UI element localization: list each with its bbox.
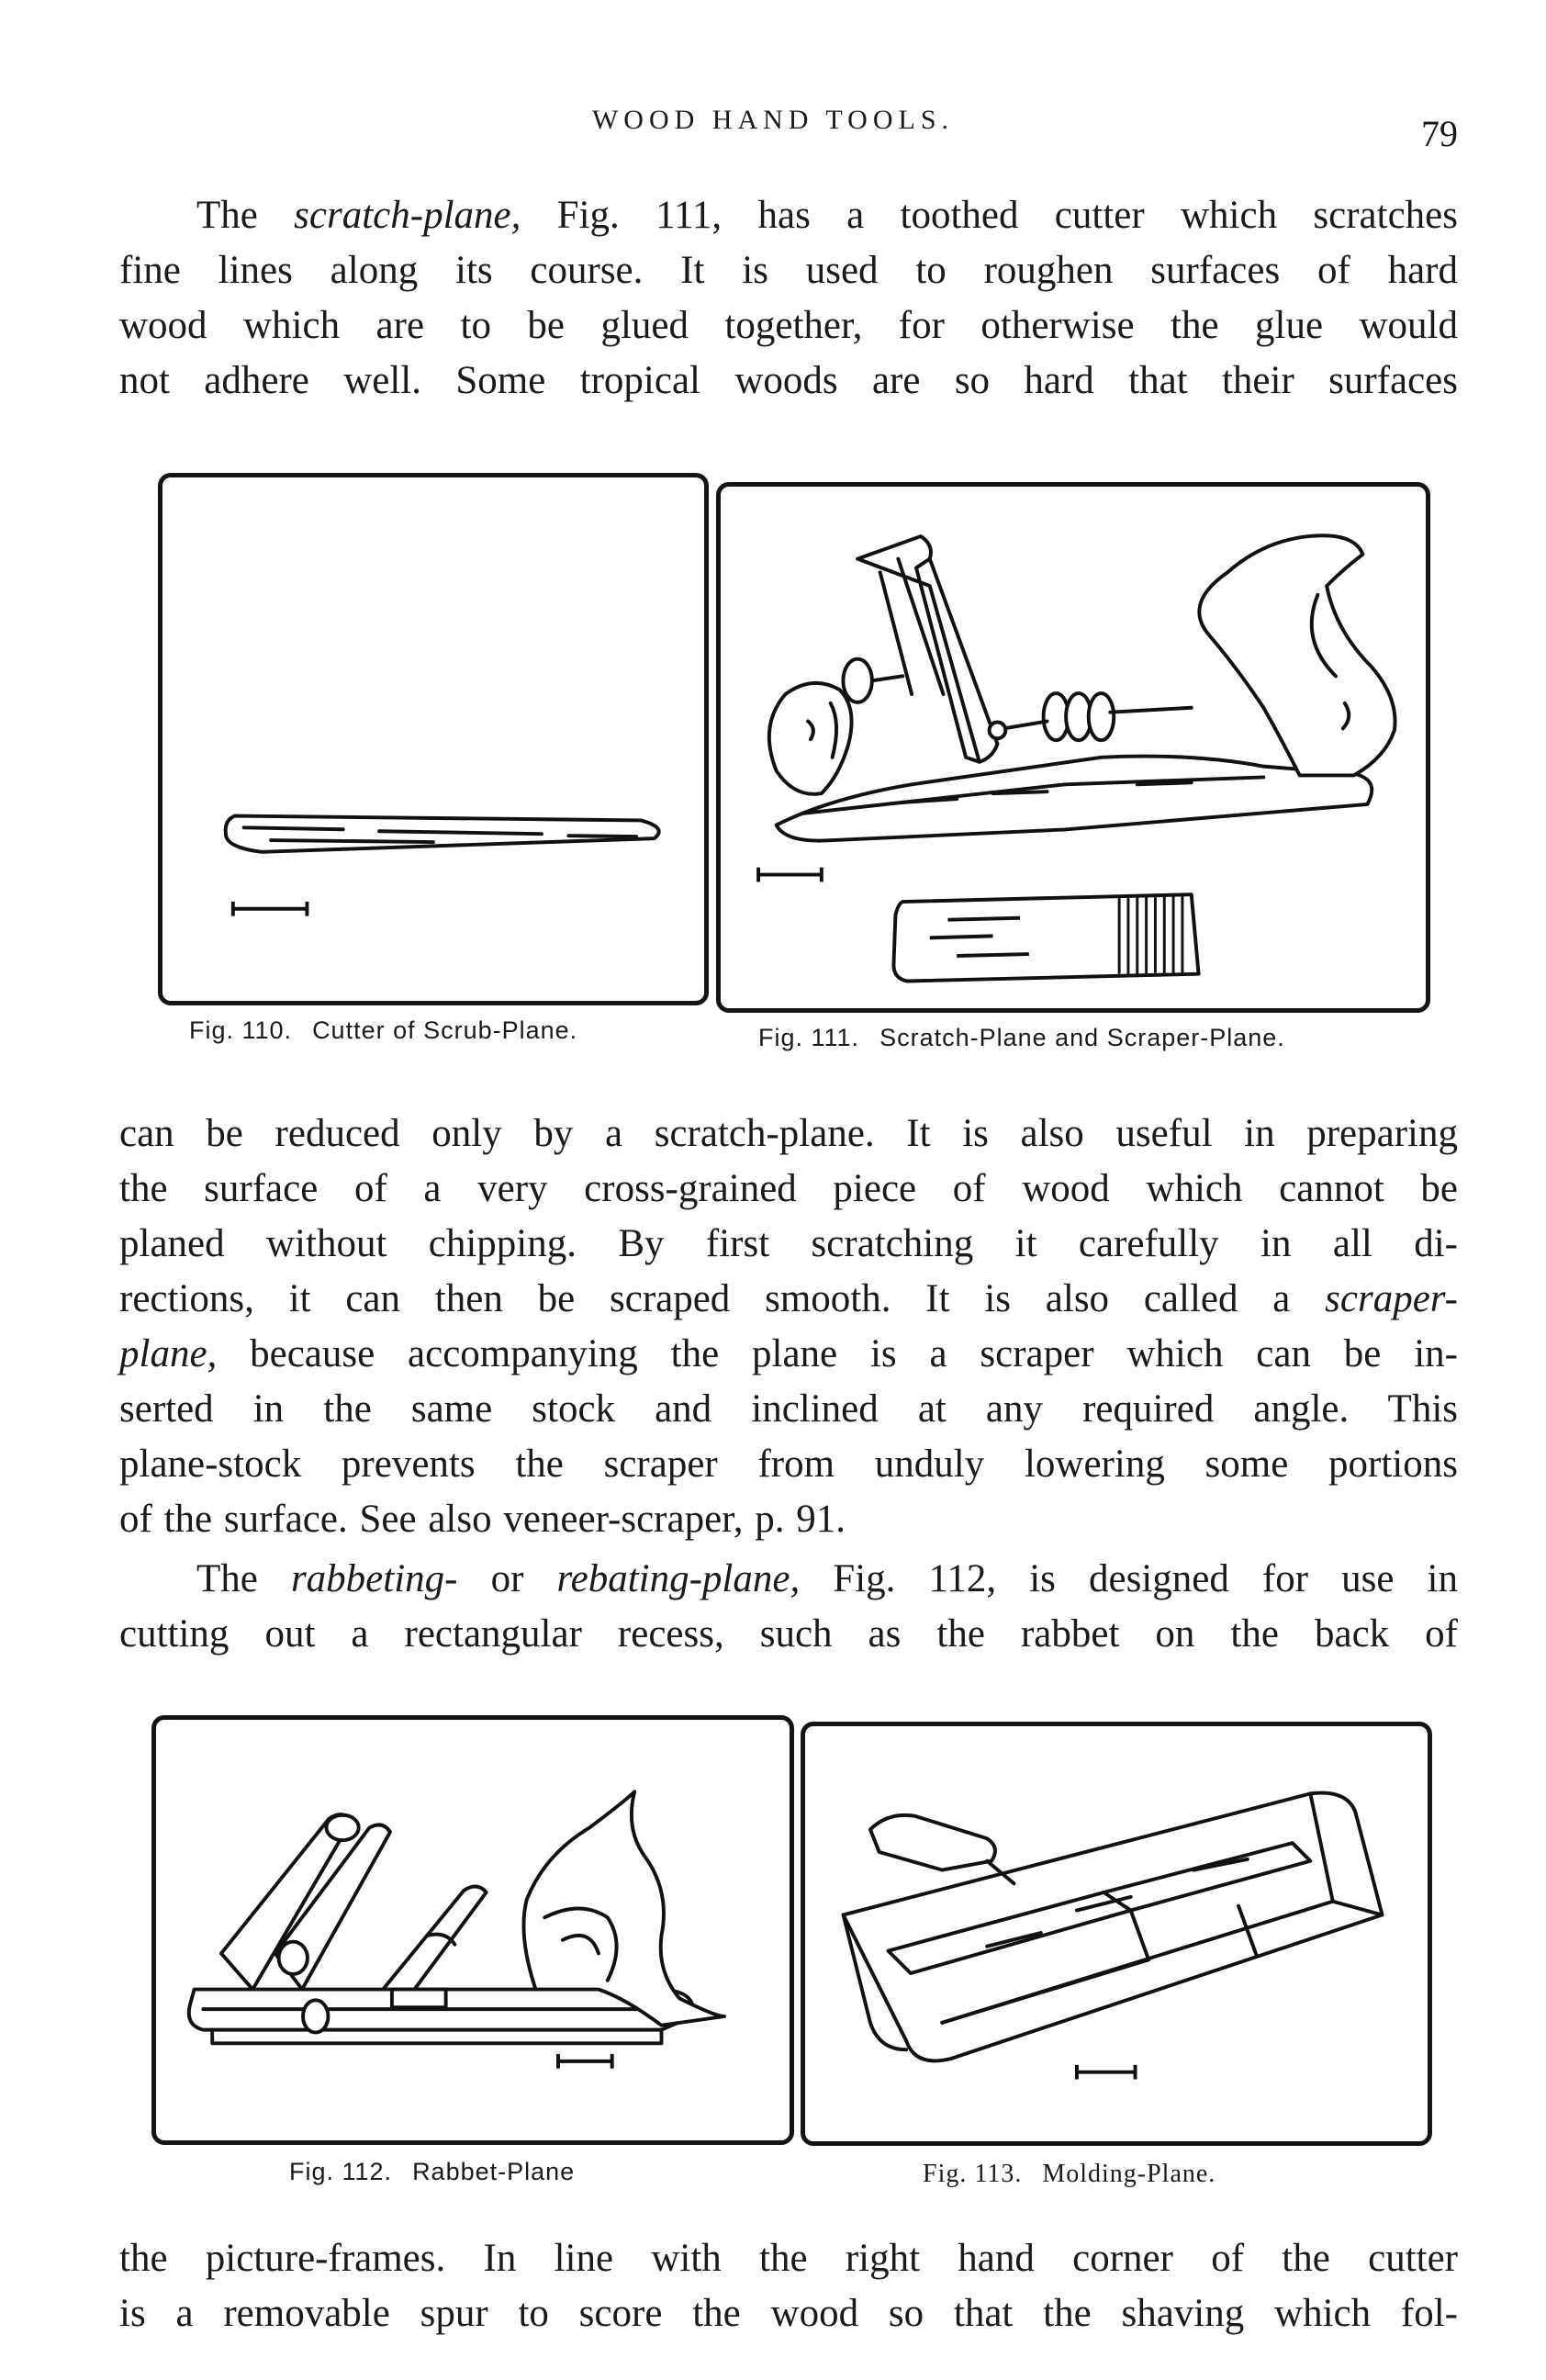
page-number: 79 bbox=[1421, 113, 1458, 154]
figure-110-panel bbox=[158, 473, 709, 1005]
italic-term: rebating-plane, bbox=[556, 1557, 801, 1600]
text-line: can be reduced only by a scratch-plane. It is also useful in preparing bbox=[119, 1112, 1458, 1155]
figure-112-panel bbox=[151, 1715, 794, 2145]
text-line: the surface of a very cross-grained piece of wood which cannot be bbox=[119, 1167, 1458, 1210]
molding-plane-drawing bbox=[805, 1726, 1428, 2141]
scratch-plane-and-scraper-drawing bbox=[721, 487, 1426, 1008]
caption-title: Cutter of Scrub-Plane. bbox=[312, 1016, 578, 1044]
text-line: plane, because accompanying the plane is a scraper which can be in- bbox=[119, 1332, 1458, 1375]
text-line: fine lines along its course. It is used to roughen surfaces of hard bbox=[119, 249, 1458, 292]
caption-title: Scratch-Plane and Scraper-Plane. bbox=[879, 1024, 1285, 1051]
text-line: The rabbeting- or rebating-plane, Fig. 112, is designed for use in bbox=[196, 1557, 1458, 1600]
caption-label: Fig. 110. bbox=[189, 1016, 293, 1044]
caption-title: Molding-Plane. bbox=[1042, 2160, 1216, 2188]
rabbet-plane-drawing bbox=[156, 1720, 790, 2140]
text-line: cutting out a rectangular recess, such as the rabbet on the back of bbox=[119, 1612, 1458, 1656]
text-line: the picture-frames. In line with the right hand corner of the cutter bbox=[119, 2237, 1458, 2280]
term-scratch-plane: scratch-plane, bbox=[294, 194, 521, 237]
italic-term: scraper- bbox=[1325, 1277, 1458, 1320]
caption-fig-111 bbox=[758, 1024, 1285, 1052]
text-line: plane-stock prevents the scraper from unduly lowering some portions bbox=[119, 1443, 1458, 1486]
figure-111-panel bbox=[716, 482, 1430, 1013]
text-line: The scratch-plane, Fig. 111, has a toothed cutter which scratches bbox=[196, 194, 1458, 237]
caption-fig-113 bbox=[923, 2160, 1216, 2189]
text-line: rections, it can then be scraped smooth. It is also called a scraper- bbox=[119, 1277, 1458, 1320]
caption-label: Fig. 113. bbox=[923, 2160, 1023, 2188]
caption-title: Rabbet-Plane bbox=[412, 2158, 576, 2185]
caption-label: Fig. 111. bbox=[758, 1024, 860, 1051]
paragraph-rabbeting-plane bbox=[119, 1552, 1458, 1662]
caption-fig-110 bbox=[189, 1016, 577, 1045]
italic-term: rabbeting- bbox=[290, 1557, 458, 1600]
paragraph-picture-frames bbox=[119, 2231, 1458, 2341]
caption-label: Fig. 112. bbox=[289, 2158, 393, 2185]
text-line: of the surface. See also veneer-scraper, p. 91. bbox=[119, 1498, 846, 1541]
text-line: is a removable spur to score the wood so that the shaving which fol- bbox=[119, 2292, 1458, 2335]
text-line: serted in the same stock and inclined at any required angle. This bbox=[119, 1387, 1458, 1431]
text-line: planed without chipping. By first scratching it carefully in all di- bbox=[119, 1222, 1458, 1265]
text-line: not adhere well. Some tropical woods are so hard that their surfaces bbox=[119, 359, 1458, 402]
italic-term: plane, bbox=[119, 1332, 218, 1375]
scrub-plane-cutter-drawing bbox=[162, 477, 704, 1001]
caption-fig-112 bbox=[289, 2158, 575, 2186]
running-title: WOOD HAND TOOLS. bbox=[591, 105, 955, 135]
text-line: wood which are to be glued together, for otherwise the glue would bbox=[119, 304, 1458, 347]
paragraph-scraper-plane bbox=[119, 1106, 1458, 1547]
paragraph-scratch-plane bbox=[119, 188, 1458, 409]
figure-113-panel bbox=[801, 1722, 1432, 2146]
running-head bbox=[0, 101, 1546, 156]
